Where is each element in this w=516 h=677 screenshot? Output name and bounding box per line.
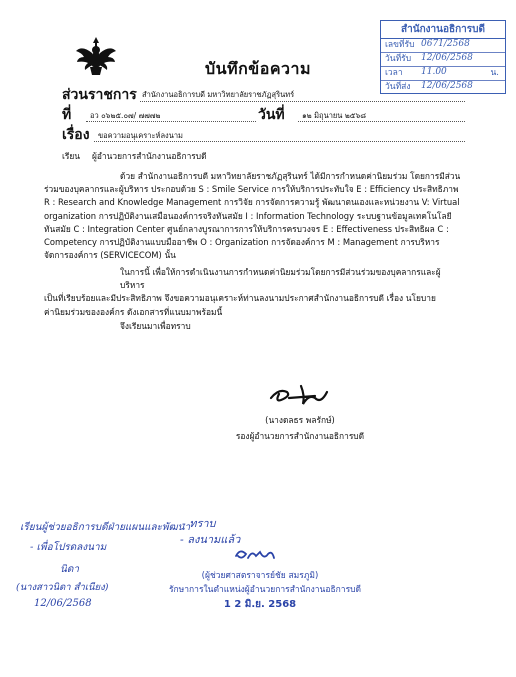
subject-value: ขอความอนุเคราะห์ลงนาม [98,131,183,140]
date-value: ๑๒ มิถุนายน ๒๕๖๘ [302,111,366,120]
approver-date-stamp: 1 2 มิ.ย. 2568 [223,599,297,610]
date-underline [298,121,465,122]
salutation-value: ผู้อำนวยการสำนักงานอธิการบดี [92,151,207,161]
subject-label: เรื่อง [62,127,90,143]
approver-signature-icon [230,544,280,564]
salutation-label: เรียน [62,151,80,161]
date-label: วันที่ [258,107,285,123]
stamp-row [381,81,505,94]
handwritten-date: 12/06/2568 [34,598,92,609]
stamp-label: วันที่รับ [385,54,412,64]
para1-line: R : Research and Knowledge Management การวิจัย การจัดการความรู้ พัฒนาตนเองและหน่วยงาน V: Virtual [44,197,460,208]
document-title: บันทึกข้อความ [204,59,312,78]
stamp-heading: สำนักงานอธิการบดี [381,21,505,39]
closing-text: จึงเรียนมาเพื่อทราบ [120,321,191,331]
stamp-label: เลขที่รับ [385,40,415,50]
approver-position: รักษาการในตำแหน่งผู้อำนวยการสำนักงานอธิการบดี [168,585,362,595]
sender-position: รองผู้อำนวยการสำนักงานอธิการบดี [235,431,365,441]
para2-line: เป็นที่เรียบร้อยและมีประสิทธิภาพ จึงขอความอนุเคราะห์ท่านลงนามประกาศสำนักงานอธิการบดี เรื่อง นโยบาย [44,293,436,304]
stamp-unit: น. [490,68,499,78]
doc-number-value: อว ๐๖๒๕.๐๗/ ๗๗๗๒ [90,111,161,120]
para1-line: organization การปฏิบัติงานเสมือนองค์การจริงทันสมัย I : Information Technology ระบบฐานข้อมูลเทคโนโลยี [44,210,452,221]
agency-value: สำนักงานอธิการบดี มหาวิทยาลัยราชภัฏสุรินทร์ [142,90,295,99]
para2-line: ในการนี้ เพื่อให้การดำเนินงานการกำหนดค่านิยมร่วมโดยการมีส่วนร่วมของบุคลากรและผู้บริหาร [120,267,441,291]
sender-signature-icon [265,382,335,410]
stamp-row [381,39,505,53]
handwritten-acknowledged: - ทราบ [182,517,216,530]
stamp-row [381,53,505,67]
stamp-row [381,67,505,81]
doc-number-label: ที่ [62,107,72,123]
body-paragraph-1 [44,170,464,262]
agency-label: ส่วนราชการ [62,87,137,103]
para1-line: จัดการองค์การ (SERVICECOM) นั้น [44,250,176,261]
handwritten-initials: นิดา [60,564,79,575]
handwritten-name: (นางสาวนิดา สำเนียง) [16,582,109,593]
doc-number-underline [86,121,256,122]
stamp-label: วันที่ส่ง [385,82,411,92]
sender-name: (นางดลธร พลรักษ์) [265,415,335,425]
para1-line: ด้วย สำนักงานอธิการบดี มหาวิทยาลัยราชภัฏสุรินทร์ ได้มีการกำหนดค่านิยมร่วม โดยการมีส่วน [120,171,461,181]
stamp-value: 11.00 [421,67,447,77]
handwritten-signed: - ลงนามแล้ว [180,533,241,546]
stamp-value: 12/06/2568 [421,53,473,63]
handwritten-note-line-2: - เพื่อโปรดลงนาม [30,542,107,553]
para2-line: ค่านิยมร่วมขององค์กร ดังเอกสารที่แนบมาพร้อมนี้ [44,306,223,317]
agency-underline [140,101,465,102]
stamp-value: 12/06/2568 [421,81,473,91]
stamp-label: เวลา [385,68,403,78]
body-paragraph-2 [44,266,464,319]
para1-line: Competency การปฏิบัติงานแบบมืออาชีพ O : Organization การจัดองค์การ M : Management การบริหาร [44,237,440,248]
stamp-value: 0671/2568 [421,39,470,49]
approver-name: (ผู้ช่วยศาสตราจารย์ชัย สมรภูมิ) [201,571,319,581]
handwritten-note-line-1: เรียนผู้ช่วยอธิการบดีฝ่ายแผนและพัฒนา [20,522,191,533]
subject-underline [94,141,465,142]
receipt-stamp [380,20,506,94]
para1-line: ร่วมของบุคลากรและผู้บริหาร ประกอบด้วย S : Smile Service การให้บริการประทับใจ E : Efficiency ประสิทธิภาพ [44,184,459,195]
para1-line: ทันสมัย C : Integration Center ศูนย์กลางบูรณาการการให้บริการครบวงจร E : Effectiveness ประสิทธิผล C : [44,223,449,234]
